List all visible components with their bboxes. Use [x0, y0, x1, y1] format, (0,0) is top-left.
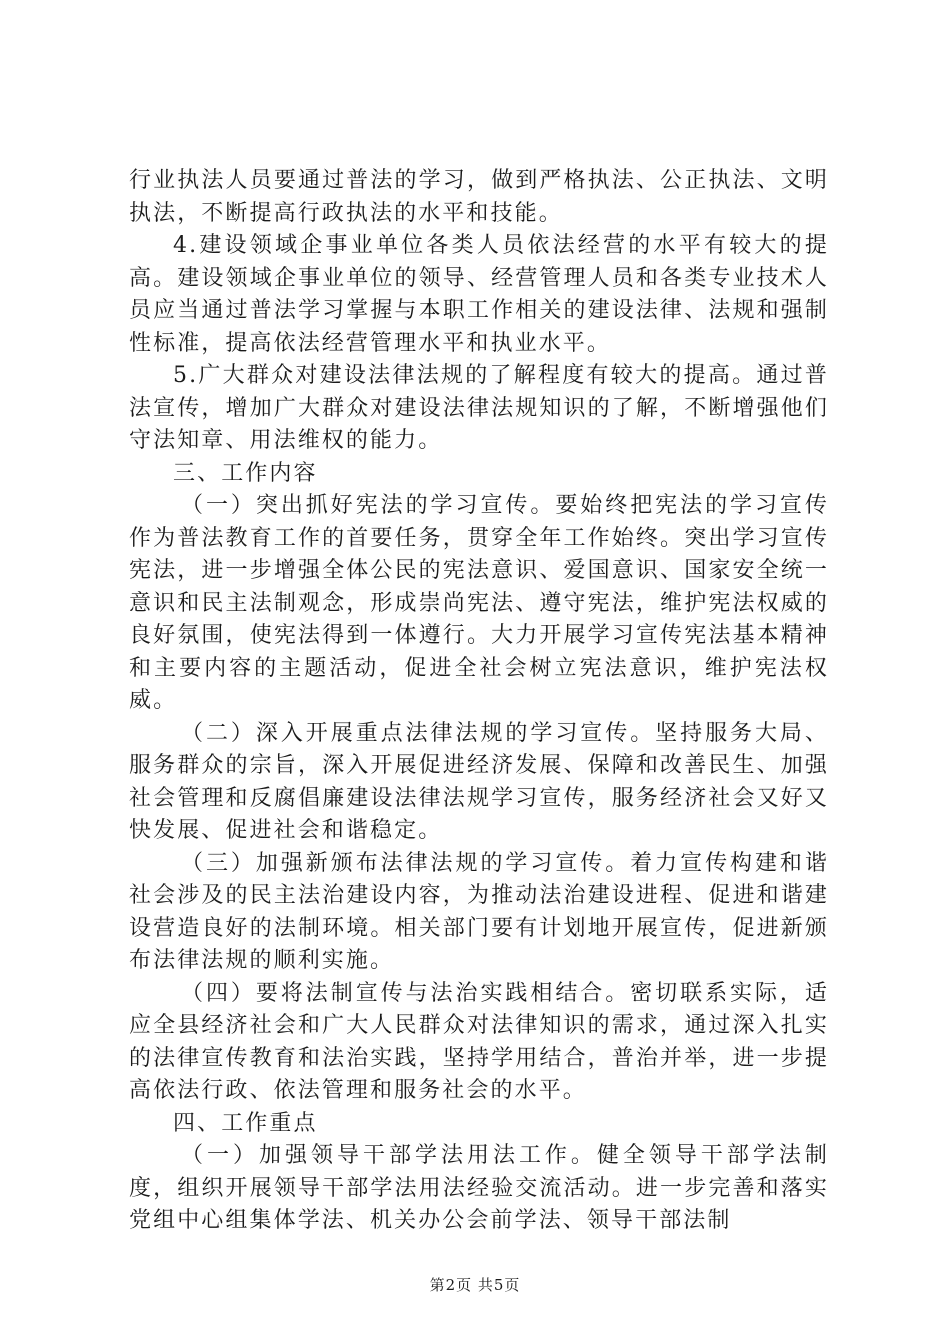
section-heading-4: 四、工作重点 [173, 1110, 318, 1136]
paragraph-5: （二）深入开展重点法律法规的学习宣传。坚持服务大局、服务群众的宗旨，深入开展促进经济发展、保障和改善民生、加强社会管理和反腐倡廉建设法律法规学习宣传，服务经济社会又好又快发展、促进社会和谐稳定。 [129, 720, 829, 843]
paragraph-6: （三）加强新颁布法律法规的学习宣传。着力宣传构建和谐社会涉及的民主法治建设内容，为推动法治建设进程、促进和谐建设营造良好的法制环境。相关部门要有计划地开展宣传，促进新颁布法律法规的顺利实施。 [129, 850, 829, 973]
paragraph-7: （四）要将法制宣传与法治实践相结合。密切联系实际，适应全县经济社会和广大人民群众对法律知识的需求，通过深入扎实的法律宣传教育和法治实践，坚持学用结合，普治并举，进一步提高依法行政、依法管理和服务社会的水平。 [129, 980, 829, 1103]
page-number: 第2页 共5页 [429, 1276, 521, 1294]
paragraph-1: 行业执法人员要通过普法的学习，做到严格执法、公正执法、文明执法，不断提高行政执法的水平和技能。 [129, 168, 829, 226]
paragraph-3: 5.广大群众对建设法律法规的了解程度有较大的提高。通过普法宣传，增加广大群众对建设法律法规知识的了解，不断增强他们守法知章、用法维权的能力。 [129, 363, 829, 453]
section-heading-3: 三、工作内容 [173, 460, 318, 486]
paragraph-4: （一）突出抓好宪法的学习宣传。要始终把宪法的学习宣传作为普法教育工作的首要任务，贯穿全年工作始终。突出学习宣传宪法，进一步增强全体公民的宪法意识、爱国意识、国家安全统一意识和民主法制观念，形成崇尚宪法、遵守宪法，维护宪法权威的良好氛围，使宪法得到一体遵行。大力开展学习宣传宪法基本精神和主要内容的主题活动，促进全社会树立宪法意识，维护宪法权威。 [129, 493, 829, 713]
document-body [129, 165, 829, 1238]
page-footer [0, 1274, 950, 1295]
paragraph-2: 4.建设领域企事业单位各类人员依法经营的水平有较大的提高。建设领域企事业单位的领导、经营管理人员和各类专业技术人员应当通过普法学习掌握与本职工作相关的建设法律、法规和强制性标准，提高依法经营管理水平和执业水平。 [129, 233, 829, 356]
paragraph-8: （一）加强领导干部学法用法工作。健全领导干部学法制度，组织开展领导干部学法用法经验交流活动。进一步完善和落实党组中心组集体学法、机关办公会前学法、领导干部法制 [129, 1143, 829, 1233]
